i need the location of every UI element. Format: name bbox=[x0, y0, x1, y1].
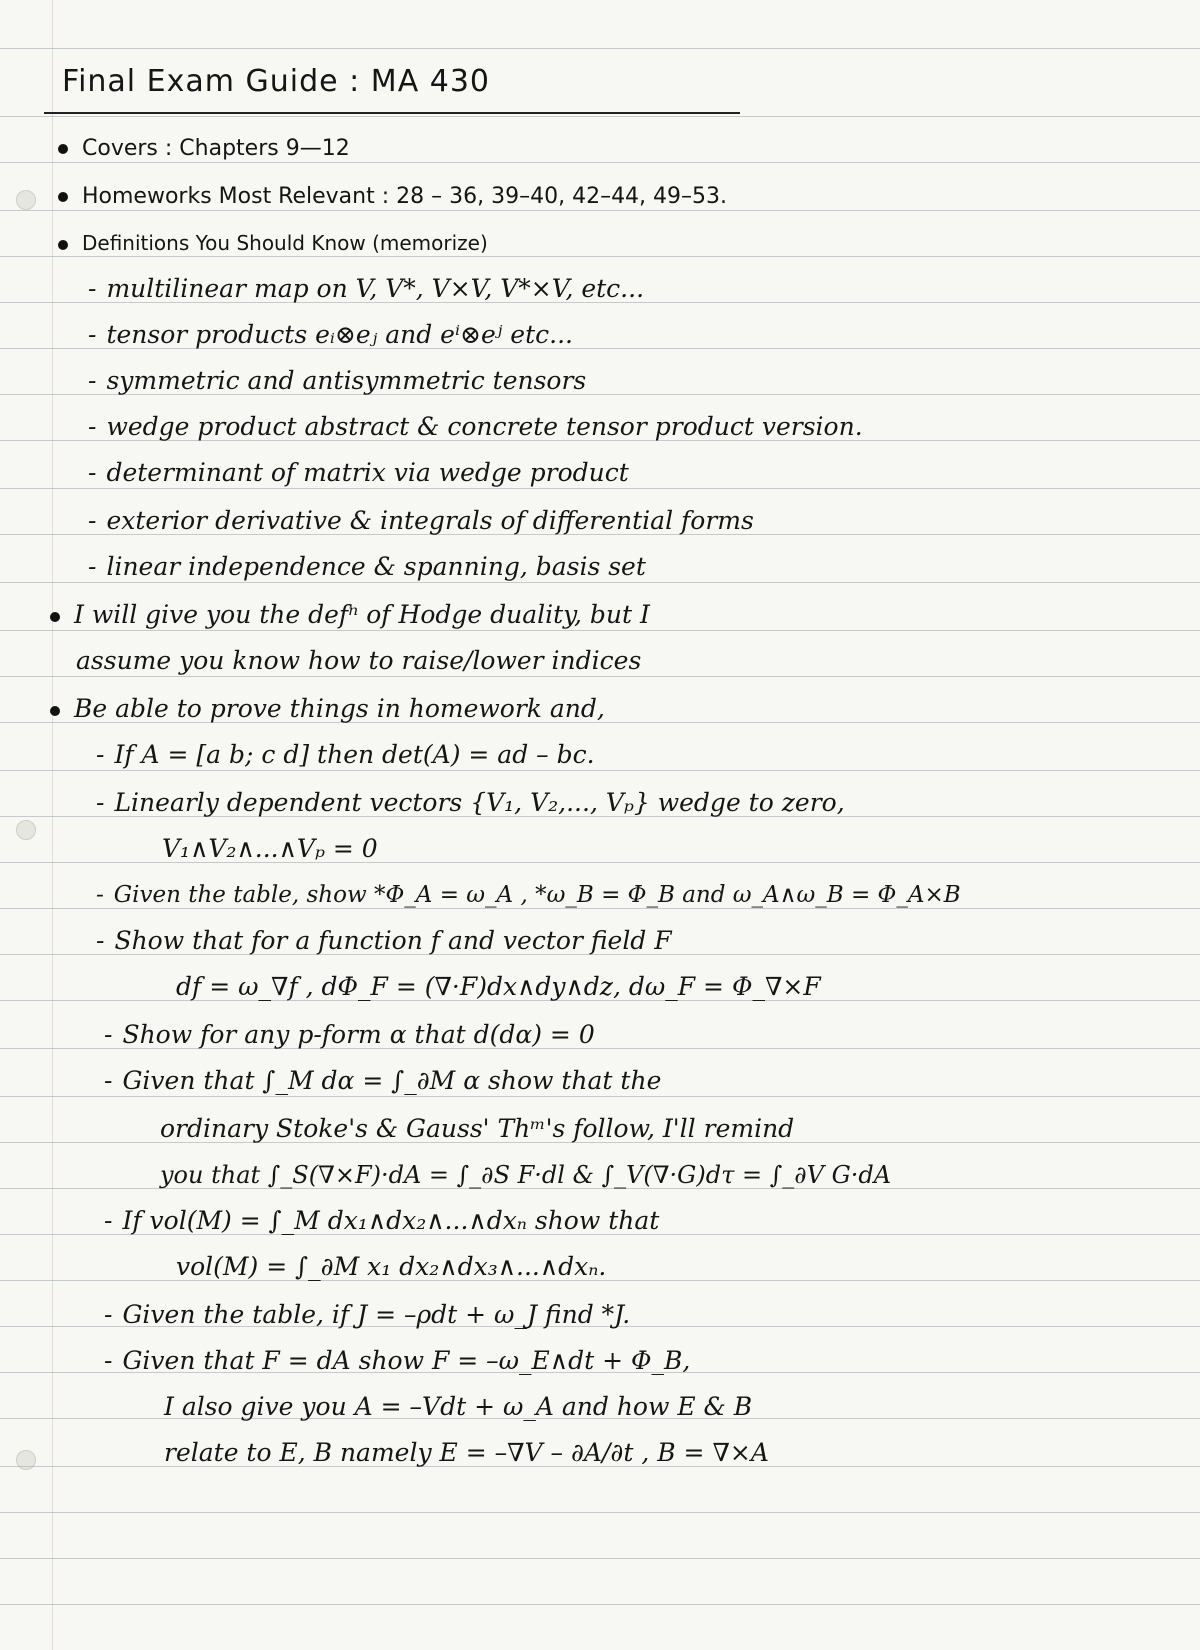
dash-icon: - bbox=[88, 412, 97, 441]
bullet-icon bbox=[50, 706, 60, 716]
proof-item-text: df = ω_∇f , dΦ_F = (∇·F)dx∧dy∧dz, dω_F = Φ_∇×F bbox=[176, 972, 821, 1001]
list-item bbox=[88, 506, 754, 536]
list-item bbox=[96, 926, 672, 956]
prove-heading: Be able to prove things in homework and, bbox=[74, 694, 605, 723]
definition-text: tensor products eᵢ⊗eⱼ and eⁱ⊗eʲ etc... bbox=[106, 320, 573, 349]
proof-item-text: V₁∧V₂∧...∧Vₚ = 0 bbox=[162, 834, 378, 863]
margin-line bbox=[52, 0, 53, 1650]
dash-icon: - bbox=[104, 1066, 113, 1095]
dash-icon: - bbox=[96, 788, 105, 817]
list-item bbox=[104, 1346, 690, 1376]
proof-item-text: Given the table, if J = –ρdt + ω_J find *J. bbox=[122, 1300, 631, 1329]
dash-icon: - bbox=[96, 882, 104, 908]
list-item bbox=[164, 1392, 752, 1422]
bullet-icon bbox=[58, 144, 68, 154]
dash-icon: - bbox=[96, 926, 105, 955]
list-item bbox=[76, 646, 641, 676]
proof-item-text: Show for any p-form α that d(dα) = 0 bbox=[122, 1020, 595, 1049]
punch-hole bbox=[16, 1450, 36, 1470]
proof-item-text: If vol(M) = ∫_M dx₁∧dx₂∧...∧dxₙ show that bbox=[122, 1206, 660, 1235]
dash-icon: - bbox=[88, 458, 97, 487]
dash-icon: - bbox=[104, 1020, 113, 1049]
list-item bbox=[50, 694, 605, 724]
list-item bbox=[96, 788, 845, 818]
list-item bbox=[176, 972, 821, 1002]
list-item bbox=[96, 740, 595, 770]
definitions-heading: Definitions You Should Know (memorize) bbox=[82, 231, 488, 255]
ruled-line bbox=[0, 488, 1200, 489]
proof-item-text: you that ∫_S(∇×F)·dA = ∫_∂S F·dl & ∫_V(∇·G)dτ = ∫_∂V G·dA bbox=[160, 1161, 892, 1189]
definition-text: multilinear map on V, V*, V×V, V*×V, etc... bbox=[106, 274, 645, 303]
list-item bbox=[50, 600, 650, 630]
list-item bbox=[104, 1206, 659, 1236]
proof-item-text: Linearly dependent vectors {V₁, V₂,..., Vₚ} wedge to zero, bbox=[114, 788, 845, 817]
definition-text: exterior derivative & integrals of differential forms bbox=[106, 506, 754, 535]
dash-icon: - bbox=[88, 552, 97, 581]
proof-item-text: I also give you A = –Vdt + ω_A and how E & B bbox=[164, 1392, 753, 1421]
list-item bbox=[88, 366, 586, 396]
ruled-line bbox=[0, 1558, 1200, 1559]
definition-text: determinant of matrix via wedge product bbox=[106, 458, 629, 487]
definition-text: symmetric and antisymmetric tensors bbox=[106, 366, 587, 395]
definition-text: linear independence & spanning, basis set bbox=[106, 552, 646, 581]
dash-icon: - bbox=[96, 740, 105, 769]
list-item bbox=[58, 182, 727, 212]
list-item bbox=[88, 458, 629, 488]
punch-hole bbox=[16, 820, 36, 840]
proof-item-text: If A = [a b; c d] then det(A) = ad – bc. bbox=[114, 740, 595, 769]
hodge-text-continued: assume you know how to raise/lower indices bbox=[76, 646, 642, 675]
punch-hole bbox=[16, 190, 36, 210]
ruled-line bbox=[0, 582, 1200, 583]
dash-icon: - bbox=[104, 1300, 113, 1329]
list-item bbox=[58, 228, 488, 258]
dash-icon: - bbox=[104, 1346, 113, 1375]
list-item bbox=[88, 412, 863, 442]
list-item bbox=[104, 1300, 630, 1330]
homeworks-text: Homeworks Most Relevant : 28 – 36, 39–40, 42–44, 49–53. bbox=[82, 184, 728, 209]
list-item bbox=[58, 134, 350, 164]
covers-text: Covers : Chapters 9—12 bbox=[82, 136, 350, 161]
list-item bbox=[88, 552, 646, 582]
dash-icon: - bbox=[88, 506, 97, 535]
ruled-line bbox=[0, 676, 1200, 677]
dash-icon: - bbox=[88, 320, 97, 349]
list-item bbox=[162, 834, 378, 864]
proof-item-text: vol(M) = ∫_∂M x₁ dx₂∧dx₃∧...∧dxₙ. bbox=[176, 1252, 607, 1281]
list-item bbox=[160, 1114, 794, 1144]
ruled-line bbox=[0, 1096, 1200, 1097]
list-item bbox=[160, 1160, 891, 1190]
proof-item-text: Given the table, show *Φ_A = ω_A , *ω_B = Φ_B and ω_A∧ω_B = Φ_A×B bbox=[113, 882, 961, 908]
proof-item-text: relate to E, B namely E = –∇V – ∂A/∂t , B = ∇×A bbox=[164, 1438, 769, 1467]
ruled-line bbox=[0, 48, 1200, 49]
list-item bbox=[88, 274, 644, 304]
dash-icon: - bbox=[88, 366, 97, 395]
hodge-text: I will give you the defⁿ of Hodge duality, but I bbox=[74, 600, 650, 629]
title-underline bbox=[44, 112, 740, 114]
dash-icon: - bbox=[88, 274, 97, 303]
dash-icon: - bbox=[104, 1206, 113, 1235]
list-item bbox=[104, 1066, 661, 1096]
proof-item-text: Given that ∫_M dα = ∫_∂M α show that the bbox=[122, 1066, 662, 1095]
proof-item-text: ordinary Stoke's & Gauss' Thᵐ's follow, I'll remind bbox=[160, 1114, 795, 1143]
page-title: Final Exam Guide : MA 430 bbox=[62, 64, 491, 99]
ruled-line bbox=[0, 1512, 1200, 1513]
ruled-line bbox=[0, 1604, 1200, 1605]
bullet-icon bbox=[50, 612, 60, 622]
proof-item-text: Show that for a function f and vector field F bbox=[114, 926, 672, 955]
list-item bbox=[104, 1020, 595, 1050]
list-item bbox=[88, 320, 573, 350]
list-item bbox=[96, 880, 961, 910]
proof-item-text: Given that F = dA show F = –ω_E∧dt + Φ_B, bbox=[122, 1346, 691, 1375]
bullet-icon bbox=[58, 192, 68, 202]
ruled-line bbox=[0, 630, 1200, 631]
bullet-icon bbox=[58, 240, 68, 250]
ruled-line bbox=[0, 770, 1200, 771]
list-item bbox=[164, 1438, 769, 1468]
list-item bbox=[176, 1252, 606, 1282]
ruled-line bbox=[0, 116, 1200, 117]
definition-text: wedge product abstract & concrete tensor product version. bbox=[106, 412, 863, 441]
